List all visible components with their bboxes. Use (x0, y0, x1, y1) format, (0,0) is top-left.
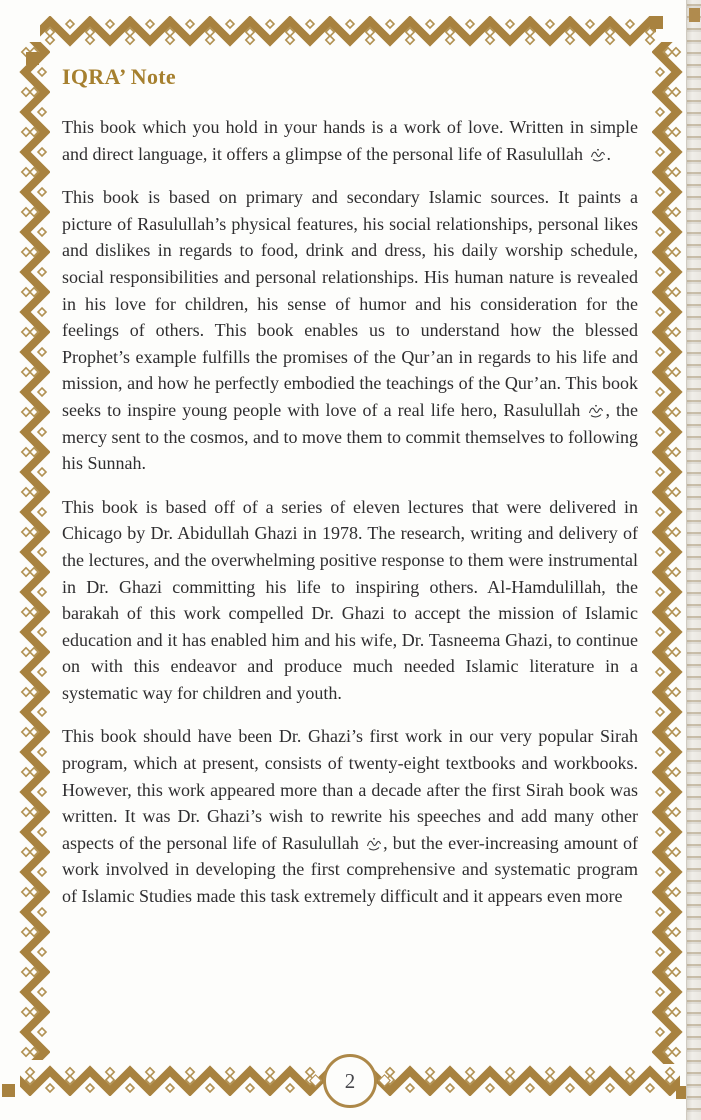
paragraph-text: , the mercy sent to the cosmos, and to move them to commit themselves to following his Sunnah. (62, 399, 639, 474)
body-paragraph-2 (62, 184, 638, 477)
page-content (62, 64, 638, 927)
paragraph-text: . (606, 143, 612, 164)
paragraph-text: This book is based on primary and secondary Islamic sources. It paints a picture of Rasulullah’s physical features, his social relationships, personal likes and dislikes in regards to food, drink and dress, his daily worship schedule, social responsibilities and personal relationships. His human nature is revealed in his love for children, his sense of humor and his consideration for the feelings of others. This book enables us to understand how the blessed Prophet’s example fulfills the promises of the Qur’an in regards to his life and mission, and how he perfectly embodied the teachings of the Qur’an. This book seeks to inspire young people with love of a real life hero, Rasulullah (62, 187, 638, 420)
ornamental-border-left (14, 42, 50, 1060)
sas-honorific-icon (590, 148, 606, 162)
sas-honorific-icon (588, 404, 604, 418)
page-number: 2 (344, 1068, 356, 1093)
sas-honorific-icon (366, 837, 382, 851)
border-corner-square-top-left (26, 52, 39, 65)
border-corner-square-top-right (650, 16, 663, 29)
page-stack-edge-top-block (689, 8, 700, 22)
paragraph-text: , but the ever-increasing amount of work involved in developing the first comprehensive and systematic program of Islamic Studies made this task extremely difficult and it appears even more (62, 832, 638, 907)
ornamental-border-right (652, 42, 688, 1064)
page-title: IQRA’ Note (62, 64, 176, 89)
page-stack-edge (686, 0, 701, 1120)
page-number-badge (323, 1054, 377, 1108)
paragraph-text: This book is based off of a series of eleven lectures that were delivered in Chicago by Dr. Abidullah Ghazi in 1978. The research, writing and delivery of the lectures, and the overwhelming positive response to them were instrumental in Dr. Ghazi committing his life to inspiring others. Al-Hamdulillah, the barakah of this work compelled Dr. Ghazi to accept the mission of Islamic education and it has enabled him and his wife, Dr. Tasneema Ghazi, to continue on with this endeavor and produce much needed Islamic literature in a systematic way for children and youth. (62, 496, 638, 703)
body-paragraph-3 (62, 494, 638, 707)
border-corner-square-bottom-left (2, 1084, 15, 1097)
paragraph-text: This book which you hold in your hands is a work of love. Written in simple and direct language, it offers a glimpse of the personal life of Rasulullah (62, 117, 638, 164)
body-paragraph-1 (62, 114, 638, 167)
body-paragraph-4 (62, 723, 638, 909)
paragraph-text: This book should have been Dr. Ghazi’s first work in our very popular Sirah program, which at present, consists of twenty-eight textbooks and workbooks. However, this work appeared more than a decade after the first Sirah book was written. It was Dr. Ghazi’s wish to rewrite his speeches and add many other aspects of the personal life of Rasulullah (62, 726, 638, 853)
ornamental-border-top (40, 16, 656, 52)
